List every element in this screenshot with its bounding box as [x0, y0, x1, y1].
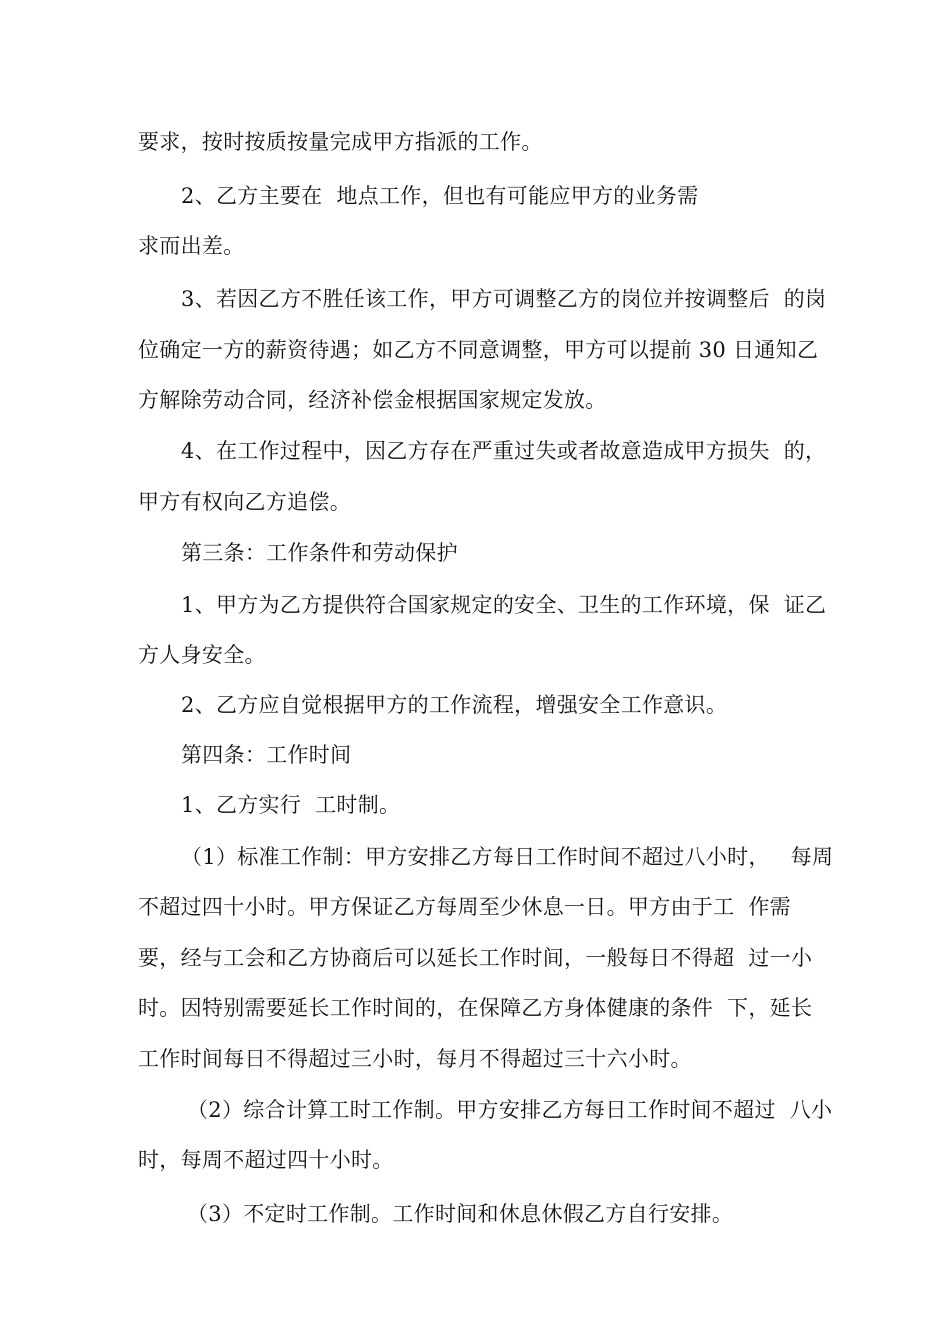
text-line: （3）不定时工作制。工作时间和休息休假乙方自行安排。: [187, 1202, 734, 1226]
text-line: 方解除劳动合同，经济补偿金根据国家规定发放。: [138, 388, 607, 412]
text-line: （2）综合计算工时工作制。甲方安排乙方每日工作时间不超过 八小: [187, 1098, 833, 1122]
text-line: 2、乙方应自觉根据甲方的工作流程，增强安全工作意识。: [181, 693, 728, 717]
text-line: 4、在工作过程中，因乙方存在严重过失或者故意造成甲方损失 的，: [181, 439, 827, 463]
text-line: （1）标准工作制：甲方安排乙方每日工作时间不超过八小时， 每周: [181, 845, 834, 869]
section-heading: 第三条：工作条件和劳动保护: [181, 541, 458, 565]
text-line: 位确定一方的薪资待遇；如乙方不同意调整，甲方可以提前 30 日通知乙: [138, 338, 819, 362]
text-line: 方人身安全。: [138, 643, 266, 667]
text-line: 时，每周不超过四十小时。: [138, 1148, 394, 1172]
text-line: 2、乙方主要在 地点工作，但也有可能应甲方的业务需: [181, 184, 699, 208]
text-line: 时。因特别需要延长工作时间的，在保障乙方身体健康的条件 下，延长: [138, 996, 813, 1020]
text-line: 不超过四十小时。甲方保证乙方每周至少休息一日。甲方由于工 作需: [138, 895, 791, 919]
text-line: 1、甲方为乙方提供符合国家规定的安全、卫生的工作环境，保 证乙: [181, 593, 827, 617]
text-line: 求而出差。: [138, 234, 245, 258]
text-line: 工作时间每日不得超过三小时，每月不得超过三十六小时。: [138, 1047, 692, 1071]
section-heading: 第四条：工作时间: [181, 743, 352, 767]
text-line: 甲方有权向乙方追偿。: [138, 490, 351, 514]
text-line: 1、乙方实行 工时制。: [181, 793, 401, 817]
text-line: 3、若因乙方不胜任该工作，甲方可调整乙方的岗位并按调整后 的岗: [181, 287, 827, 311]
text-line: 要，经与工会和乙方协商后可以延长工作时间，一般每日不得超 过一小: [138, 946, 813, 970]
text-line: 要求，按时按质按量完成甲方指派的工作。: [138, 130, 543, 154]
